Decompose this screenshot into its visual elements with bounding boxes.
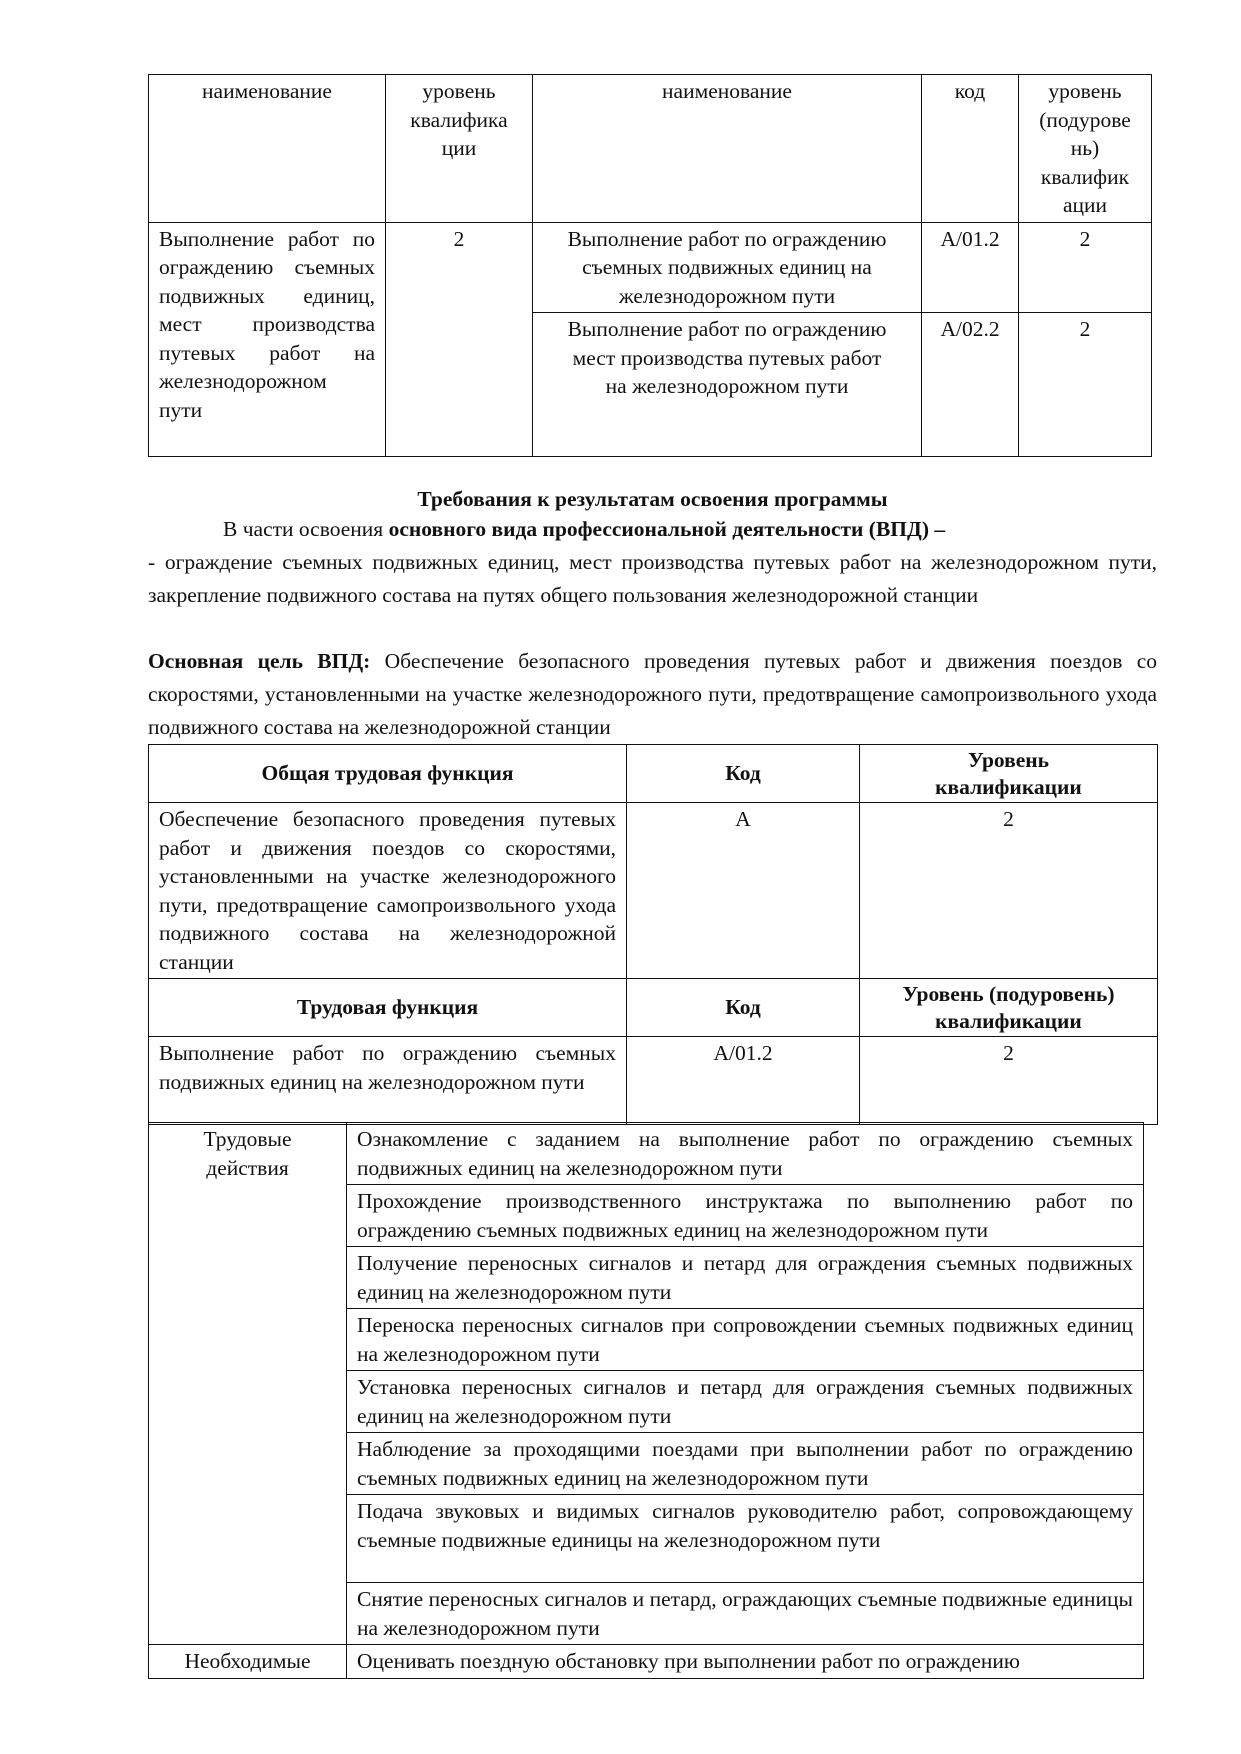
table-row <box>149 222 1152 313</box>
table-row <box>149 1037 1158 1125</box>
tf-code-cell: A/01.2 <box>922 222 1019 313</box>
header-gtf-name: наименование <box>149 75 386 223</box>
tf-name-cell: Выполнение работ по ограждению мест производства путевых работ на железнодорожном пути <box>533 313 922 457</box>
action-item: Прохождение производственного инструктажа по выполнению работ по ограждению съемных подвижных единиц на железнодорожном пути <box>347 1185 1144 1247</box>
goal-text: Обеспечение безопасного проведения путевых работ и движения поездов со скоростями, установленными на участке железнодорожного пути, предотвращение самопроизвольного ухода подвижного состава на железнодорожной станции <box>148 649 1157 739</box>
action-item: Наблюдение за проходящими поездами при выполнении работ по ограждению съемных подвижных единиц на железнодорожном пути <box>347 1433 1144 1495</box>
header-tf-code: код <box>922 75 1019 223</box>
tf-code-cell: A/01.2 <box>627 1037 860 1125</box>
table-header-row <box>149 75 1152 223</box>
tf-header-name: Трудовая функция <box>149 979 627 1037</box>
gtf-header-name: Общая трудовая функция <box>149 745 627 803</box>
gtf-name-cell: Выполнение работ по ограждению съемных подвижных единиц, мест производства путевых работ на железнодорожном пути <box>149 222 386 457</box>
actions-table <box>148 1122 1144 1679</box>
skill-item: Оценивать поездную обстановку при выполнении работ по ограждению <box>347 1645 1144 1679</box>
action-item: Получение переносных сигналов и петард для ограждения съемных подвижных единиц на железнодорожном пути <box>347 1247 1144 1309</box>
actions-label: Трудовые действия <box>149 1123 347 1645</box>
table-row <box>149 803 1158 979</box>
tf-code-cell: A/02.2 <box>922 313 1019 457</box>
tf-level-cell: 2 <box>1019 222 1152 313</box>
gtf-header-row <box>149 745 1158 803</box>
action-item: Подача звуковых и видимых сигналов руководителю работ, сопровождающему съемные подвижные единицы на железнодорожном пути <box>347 1495 1144 1583</box>
vpd-goal <box>148 645 1157 744</box>
section-title: Требования к результатам освоения программы <box>417 487 888 511</box>
goal-label: Основная цель ВПД: <box>148 649 371 673</box>
qualification-table <box>148 74 1152 457</box>
vpd-description: - ограждение съемных подвижных единиц, мест производства путевых работ на железнодорожном пути, закрепление подвижного состава на путях общего пользования железнодорожной станции <box>148 550 1157 607</box>
function-table <box>148 744 1158 1125</box>
intro-plain: В части освоения <box>223 517 389 541</box>
action-item: Ознакомление с заданием на выполнение работ по ограждению съемных подвижных единиц на железнодорожном пути <box>347 1123 1144 1185</box>
gtf-header-code: Код <box>627 745 860 803</box>
tf-header-code: Код <box>627 979 860 1037</box>
gtf-code-cell: A <box>627 803 860 979</box>
tf-level-cell: 2 <box>860 1037 1158 1125</box>
section-intro <box>223 514 945 544</box>
gtf-level-cell: 2 <box>860 803 1158 979</box>
header-gtf-level: уровень квалифика ции <box>386 75 533 223</box>
action-item: Переноска переносных сигналов при сопровождении съемных подвижных единиц на железнодорожном пути <box>347 1309 1144 1371</box>
gtf-level-cell: 2 <box>386 222 533 457</box>
header-tf-level: уровень (подурове нь) квалифик ации <box>1019 75 1152 223</box>
intro-bold: основного вида профессиональной деятельности (ВПД) – <box>388 517 946 541</box>
gtf-name-cell: Обеспечение безопасного проведения путевых работ и движения поездов со скоростями, установленными на участке железнодорожного пути, предотвращение самопроизвольного ухода подвижного состава на железнодорожной станции <box>149 803 627 979</box>
gtf-header-level: Уровень квалификации <box>860 745 1158 803</box>
header-tf-name: наименование <box>533 75 922 223</box>
tf-header-level: Уровень (подуровень) квалификации <box>860 979 1158 1037</box>
tf-header-row <box>149 979 1158 1037</box>
table-row <box>149 1123 1144 1185</box>
table-row <box>149 1645 1144 1679</box>
action-item: Снятие переносных сигналов и петард, ограждающих съемные подвижные единицы на железнодорожном пути <box>347 1583 1144 1645</box>
skills-label: Необходимые <box>149 1645 347 1679</box>
action-item: Установка переносных сигналов и петард для ограждения съемных подвижных единиц на железнодорожном пути <box>347 1371 1144 1433</box>
tf-level-cell: 2 <box>1019 313 1152 457</box>
tf-name-cell: Выполнение работ по ограждению съемных подвижных единиц на железнодорожном пути <box>149 1037 627 1125</box>
tf-name-cell: Выполнение работ по ограждению съемных подвижных единиц на железнодорожном пути <box>533 222 922 313</box>
